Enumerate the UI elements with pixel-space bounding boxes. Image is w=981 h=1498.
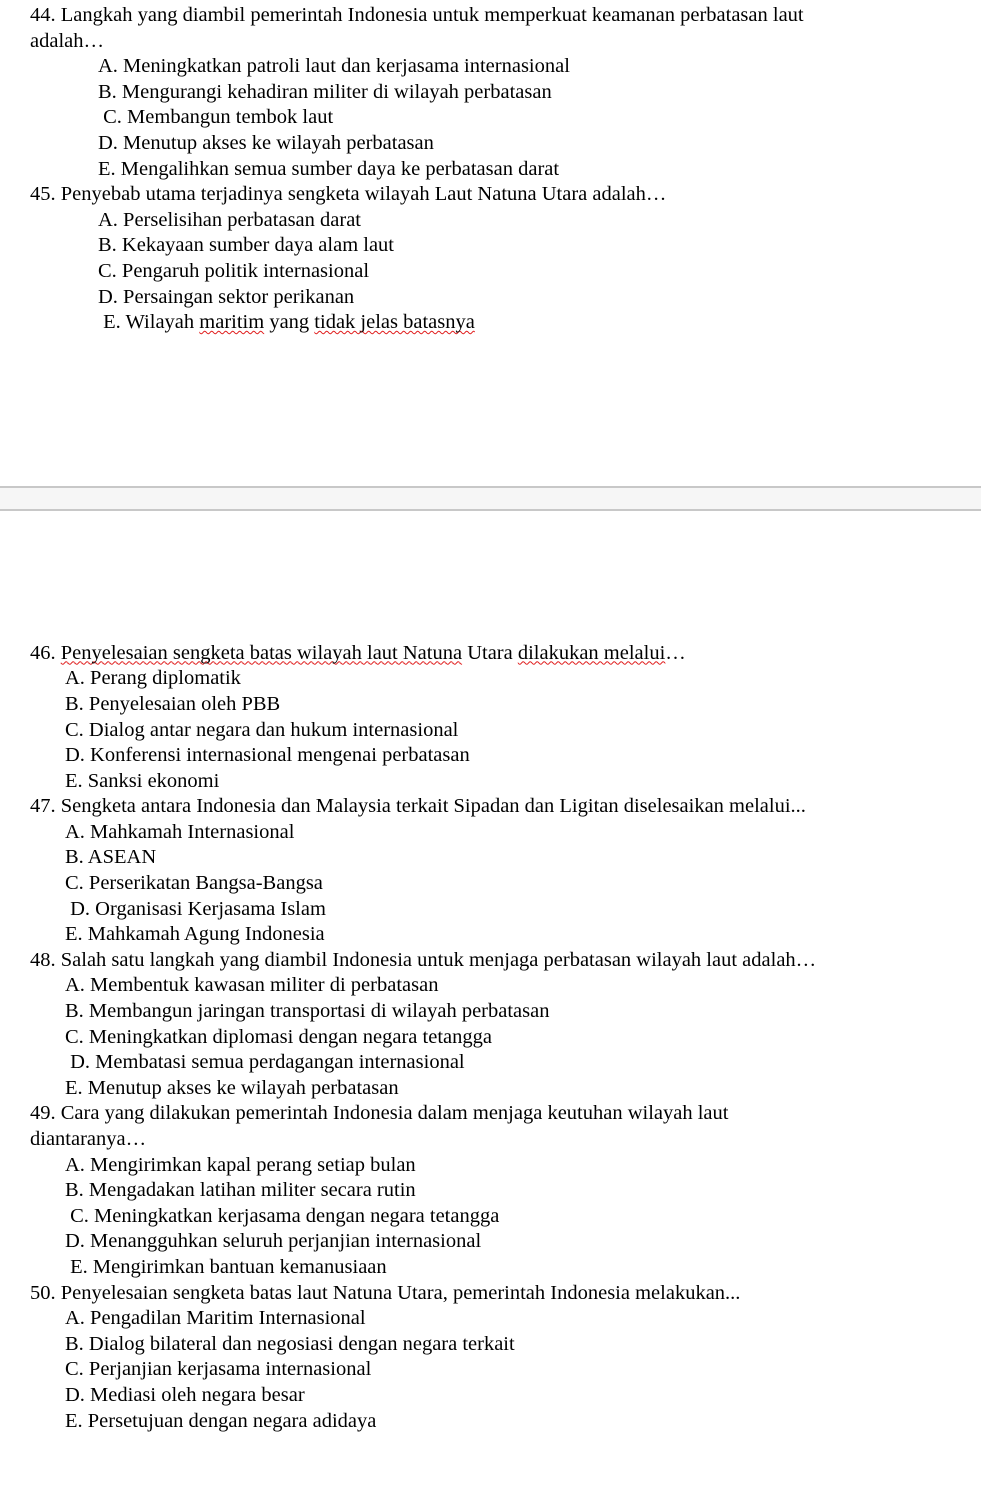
option-item[interactable]: E. Mengirimkan bantuan kemanusiaan xyxy=(65,1255,387,1278)
option-item[interactable]: D. Membatasi semua perdagangan internasional xyxy=(65,1051,465,1074)
question-stem: 47. Sengketa antara Indonesia dan Malaysia terkait Sipadan dan Ligitan diselesaikan melalui... xyxy=(30,795,806,818)
option-item[interactable]: D. Mediasi oleh negara besar xyxy=(65,1383,305,1406)
text-run: E. Wilayah xyxy=(98,311,200,334)
option-item[interactable]: E. Persetujuan dengan negara adidaya xyxy=(65,1409,377,1432)
question-block xyxy=(30,1281,901,1435)
option-item[interactable]: C. Perserikatan Bangsa-Bangsa xyxy=(65,872,323,895)
spellcheck-underline: dilakukan melalui xyxy=(517,641,666,664)
option-item[interactable]: C. Dialog antar negara dan hukum internasional xyxy=(65,718,459,741)
question-block xyxy=(30,948,901,1102)
option-item[interactable]: D. Menangguhkan seluruh perjanjian internasional xyxy=(65,1230,482,1253)
text-run: yang xyxy=(264,311,315,334)
document-page-1 xyxy=(0,0,981,486)
question-block xyxy=(30,3,901,182)
question-block xyxy=(30,641,901,795)
option-item[interactable]: A. Meningkatkan patroli laut dan kerjasama internasional xyxy=(98,55,570,78)
option-item[interactable]: A. Pengadilan Maritim Internasional xyxy=(65,1307,366,1330)
page-2-top-margin xyxy=(0,511,981,641)
option-item[interactable]: B. Mengadakan latihan militer secara rutin xyxy=(65,1179,416,1202)
option-list xyxy=(30,1306,901,1434)
option-item[interactable]: C. Membangun tembok laut xyxy=(98,106,334,129)
option-item[interactable]: C. Perjanjian kerjasama internasional xyxy=(65,1358,372,1381)
question-stem-continued: adalah… xyxy=(30,29,104,52)
option-item[interactable]: E. Sanksi ekonomi xyxy=(65,769,220,792)
text-run: Utara xyxy=(462,641,518,664)
option-item[interactable]: B. Dialog bilateral dan negosiasi dengan negara terkait xyxy=(65,1332,515,1355)
option-list xyxy=(30,666,901,794)
option-item[interactable]: D. Persaingan sektor perikanan xyxy=(98,285,355,308)
option-list xyxy=(30,208,901,336)
option-item[interactable]: A. Mahkamah Internasional xyxy=(65,820,295,843)
page-1-content xyxy=(0,3,981,336)
question-block xyxy=(30,1101,901,1280)
option-item[interactable]: C. Pengaruh politik internasional xyxy=(98,259,370,282)
page-1-bottom-margin xyxy=(0,336,981,486)
text-run: 46. xyxy=(30,641,61,664)
question-stem-spellchecked xyxy=(30,641,901,667)
text-run: … xyxy=(665,641,686,664)
option-item[interactable]: E. Mahkamah Agung Indonesia xyxy=(65,923,325,946)
option-item[interactable]: B. ASEAN xyxy=(65,846,157,869)
option-item[interactable]: A. Perselisihan perbatasan darat xyxy=(98,208,361,231)
option-item[interactable]: D. Organisasi Kerjasama Islam xyxy=(65,897,326,920)
option-item[interactable]: B. Kekayaan sumber daya alam laut xyxy=(98,234,394,257)
option-list xyxy=(30,973,901,1101)
question-block xyxy=(30,794,901,948)
option-item[interactable]: B. Penyelesaian oleh PBB xyxy=(65,692,281,715)
page-break-separator xyxy=(0,486,981,511)
question-stem: 50. Penyelesaian sengketa batas laut Natuna Utara, pemerintah Indonesia melakukan... xyxy=(30,1281,741,1304)
option-item[interactable]: A. Perang diplomatik xyxy=(65,667,241,690)
option-item[interactable]: D. Menutup akses ke wilayah perbatasan xyxy=(98,131,434,154)
option-item[interactable]: B. Membangun jaringan transportasi di wilayah perbatasan xyxy=(65,1000,550,1023)
question-stem: 45. Penyebab utama terjadinya sengketa wilayah Laut Natuna Utara adalah… xyxy=(30,183,667,206)
option-list xyxy=(30,820,901,948)
option-list xyxy=(30,54,901,182)
question-stem: 44. Langkah yang diambil pemerintah Indonesia untuk memperkuat keamanan perbatasan laut xyxy=(30,4,804,26)
option-item[interactable]: C. Meningkatkan kerjasama dengan negara tetangga xyxy=(65,1204,500,1227)
option-item[interactable]: D. Konferensi internasional mengenai perbatasan xyxy=(65,744,470,767)
option-item[interactable]: E. Menutup akses ke wilayah perbatasan xyxy=(65,1076,399,1099)
question-stem: 49. Cara yang dilakukan pemerintah Indonesia dalam menjaga keutuhan wilayah laut xyxy=(30,1102,729,1125)
spellcheck-underline: tidak jelas batasnya xyxy=(314,311,475,334)
spellcheck-underline: Penyelesaian sengketa batas wilayah laut Natuna xyxy=(60,641,463,664)
option-list xyxy=(30,1153,901,1281)
document-page-2 xyxy=(0,511,981,1434)
spellcheck-underline: maritim xyxy=(199,311,265,334)
question-stem-continued: diantaranya… xyxy=(30,1128,147,1150)
question-block xyxy=(30,182,901,336)
option-item[interactable]: C. Meningkatkan diplomasi dengan negara tetangga xyxy=(65,1025,492,1048)
question-stem: 48. Salah satu langkah yang diambil Indonesia untuk menjaga perbatasan wilayah laut adalah… xyxy=(30,948,817,971)
option-item[interactable]: A. Membentuk kawasan militer di perbatasan xyxy=(65,974,439,997)
option-item[interactable]: E. Mengalihkan semua sumber daya ke perbatasan darat xyxy=(98,157,560,180)
option-item[interactable]: B. Mengurangi kehadiran militer di wilayah perbatasan xyxy=(98,80,552,103)
option-item[interactable]: A. Mengirimkan kapal perang setiap bulan xyxy=(65,1153,416,1176)
page-2-content xyxy=(0,641,981,1434)
option-item-spellchecked[interactable] xyxy=(30,310,901,336)
